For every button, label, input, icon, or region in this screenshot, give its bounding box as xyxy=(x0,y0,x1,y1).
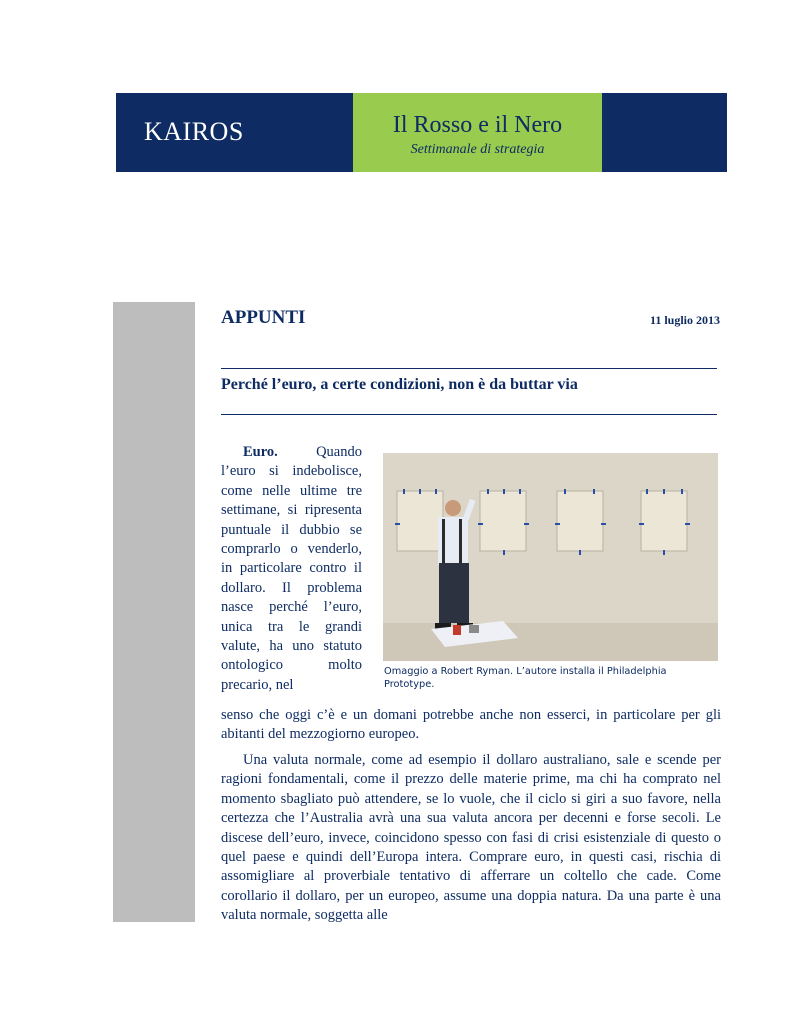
logo-text: KAIROS xyxy=(144,117,244,146)
artist-photo xyxy=(383,453,718,661)
title-box xyxy=(353,93,602,172)
divider-bottom xyxy=(221,414,717,415)
kairos-logo xyxy=(144,117,244,147)
article-headline: Perché l’euro, a certe condizioni, non è da buttar via xyxy=(221,376,578,393)
photo-caption: Omaggio a Robert Ryman. L’autore installa il Philadelphia Prototype. xyxy=(384,666,667,690)
section-label: APPUNTI xyxy=(221,307,306,328)
paragraph-2-text: Una valuta normale, come ad esempio il dollaro australiano, sale e scende per ragioni fondamentali, come il prezzo delle materie prime, ma chi ha comprato nel momento sbagliato può attendere, se lo vuole, che il ciclo si giri a suo favore, nella certezza che l’Australia avrà una sua valuta ancora per decenni e forse secoli. Le discese dell’euro, invece, coincidono spesso con fasi di crisi esistenziale di questo o quel paese e quindi dell’Europa intera. Comprare euro, in questi casi, rischia di assomigliare al proverbiale tentativo di afferrare un coltello che cade. Come corollario il dollaro, per un europeo, assume una doppia natura. Da una parte è una valuta normale, soggetta alle xyxy=(221,752,721,924)
publication-subtitle: Settimanale di strategia xyxy=(410,142,545,157)
divider-top xyxy=(221,368,717,369)
issue-date: 11 luglio 2013 xyxy=(649,313,720,327)
article-column xyxy=(221,443,362,695)
publication-title: Il Rosso e il Nero xyxy=(392,112,563,138)
article-continuation: senso che oggi c’è e un domani potrebbe anche non esserci, in particolare per gli abitanti del mezzogiorno europeo. xyxy=(221,707,721,743)
article-paragraph-2 xyxy=(221,751,721,926)
side-bar xyxy=(113,302,195,922)
header-banner xyxy=(116,93,727,172)
photo-illustration xyxy=(383,453,718,661)
column-text: Quando l’euro si indebolisce, come nelle ultime tre settimane, si ripresenta puntuale il dubbio se comprarlo o venderlo, in particolare contro il dollaro. Il problema nasce perché l’euro, unica tra le grandi valute, ha uno statuto ontologico molto precario, nel xyxy=(221,444,362,693)
lead-word: Euro. xyxy=(243,444,278,460)
